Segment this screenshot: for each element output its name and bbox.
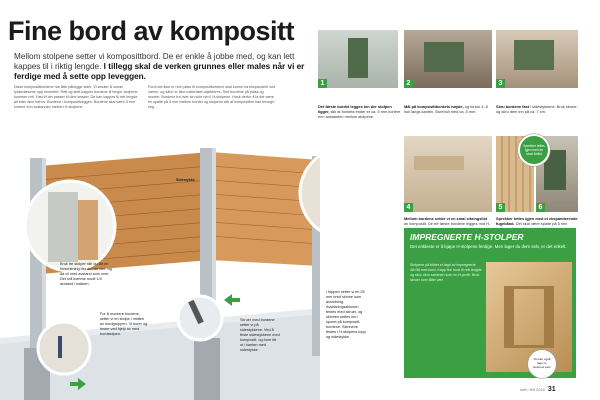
callout-right: I toppen setter vi en 25 mm bred skinne som avslutning. Avslutningsskinnen festes med skruer, og skinnen settes inn i sporet på kompositt-bordene. Skinnene festes i H-stolpens topp og sidestykke. <box>326 290 366 339</box>
detail-bubble-caulk <box>178 296 222 340</box>
step-caption-1-bold: Det første bordet legges inn der stolpen ligger, <box>318 104 392 114</box>
step-caption-1-text: slik at bordets ender er ca. 5 mm kortere enn avstanden mellom stolpene. <box>318 109 401 119</box>
step-caption-3-text: i sidestykkene. Bruk skruer, og skru dem inn på ca. 7 cm. <box>496 104 578 114</box>
step-caption-3-bold: Skru bordene fast <box>496 104 530 109</box>
step-caption-6-bold: Sprekker tettes igjen med et ekspanderende fugebånd. <box>496 216 578 226</box>
info-box-title: IMPREGNERTE H-STOLPER <box>410 232 524 242</box>
step-caption-6-text: Det skal være spalte på 5 mm <box>515 221 568 226</box>
step-caption-2-bold: Mål på komposittbordets høyde, <box>404 104 464 109</box>
footer-label: sett i felt 2016 <box>520 387 545 392</box>
body-column-2: Fordi det ikke er noe plass til kompositbordene skal kunne ha ekspandere ved varme, og sånn er ikke materialet objekteres. Sett bordene på plass og monter. Bordene fra hver sin side ned i H-stolpene. Husk derfor å la det være en spalte på 5 mm mellom bordet og stolpene slik at kompositten kan bevege seg. <box>148 85 276 109</box>
lead-paragraph <box>14 52 314 82</box>
info-box-lead: Det enkleste er å kjøpe H-stolpene ferdige. Men lager du dem selv, er det enkelt. <box>410 244 567 249</box>
lead-bold: I tillegg skal de verken grunnes eller males når vi er ferdige med å sette opp leveggen. <box>14 62 305 81</box>
step-number-4: 4 <box>404 203 413 212</box>
body-column-1: Disse komposittbordene har åtte påbegge sider. Vi ønsker å unnde tykkerlæsene opp ensrettet. Rett og slett kappes bordene til lenger stolpene kommer rett. Fast til det passer til dine ønsker. De kan kappes til rett lengde alt etter dine behov. Bordene i komposittveggen. Bordene skal være 5 mm kortere enn avstanden mellom H-stolpene. <box>14 85 138 109</box>
step-badge: Sprekker tettes igjen med en smal limlist <box>518 134 550 166</box>
page-title: Fine bord av kompositt <box>8 16 295 46</box>
h-post-photo <box>486 262 572 372</box>
step-photo-2 <box>404 30 492 88</box>
step-photo-1 <box>318 30 398 88</box>
detail-bubble-screw <box>38 322 90 374</box>
step-photo-3 <box>496 30 578 88</box>
step-number-3: 3 <box>496 79 505 88</box>
step-caption-2-text: og forbor 4–5 hull langs kanten. Borehull med ca. 5 mm. <box>404 104 488 114</box>
page-number: 31 <box>547 386 556 393</box>
step-number-5: 5 <box>496 203 505 212</box>
detail-bubble-left <box>25 181 115 271</box>
step-number-2: 2 <box>404 79 413 88</box>
step-caption-2 <box>404 104 492 114</box>
step-caption-3 <box>496 104 578 114</box>
fence-illustration <box>0 148 320 400</box>
page-footer <box>520 386 556 393</box>
label-sidestykke: Sidestykke <box>176 178 195 182</box>
info-box-badge: Du kan også lage H-stolpene selv. <box>528 350 556 378</box>
step-caption-4-text: av kompositt. De tre første bordene legges mot H- <box>404 221 491 226</box>
step-caption-1 <box>318 104 402 119</box>
step-photo-4 <box>404 136 492 212</box>
step-number-1: 1 <box>318 79 327 88</box>
callout-left: Bruk tre stolper når du får en forsenkning der du har vert, og da vil med avstand som over. Det må komme rundt 1/3 avstand i bakken. <box>60 262 112 286</box>
step-caption-4-bold: Mellom bordene setter vi en smal sikringslist <box>404 216 488 221</box>
step-number-6: 6 <box>536 203 545 212</box>
lead-plain: Mellom stolpene setter vi komposittbord. De er enkle å jobbe med, og kan lett kappes til i riktig lengde. <box>14 52 295 71</box>
callout-bottom-mid: Skruer med bordene setter vi på sidestykkene. Ved å feste sidestykkene med kompositt, og bore litt ut i kanten med sidestykke. <box>240 318 280 352</box>
callout-bottom-left: For å montere bordene, setter vi en stolpe i midten av bordgruppen. Vi borer og fester ved hjelp av med bordstolpen. <box>100 312 148 336</box>
info-box-body: Stolpene på bildet er lagd av impregnerte 48×98 mm-bord. Kapp fire bord til rett lengde og skru dem sammen som en H-profil. Bruk skruer som tåler vær. <box>410 263 482 282</box>
